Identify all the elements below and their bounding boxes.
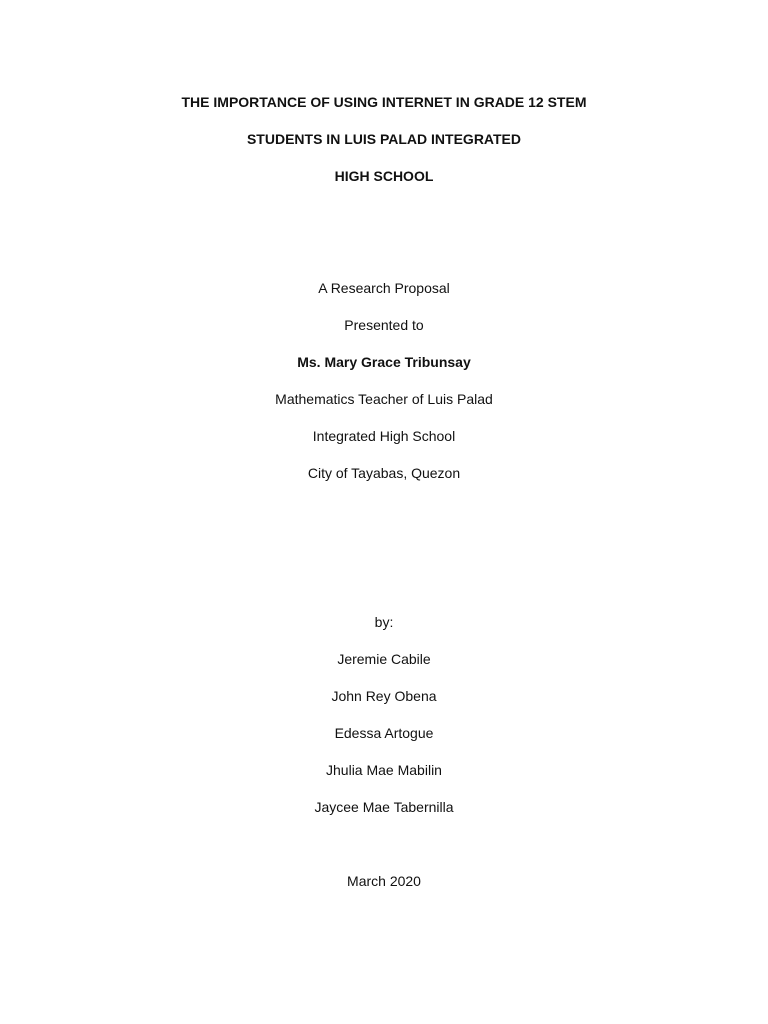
- author-name: Jhulia Mae Mabilin: [326, 762, 442, 778]
- recipient-name: Ms. Mary Grace Tribunsay: [297, 354, 471, 370]
- recipient-location: City of Tayabas, Quezon: [307, 465, 461, 481]
- author-name: Jaycee Mae Tabernilla: [314, 799, 454, 815]
- by-label: by:: [374, 614, 394, 630]
- title-line-1: THE IMPORTANCE OF USING INTERNET IN GRADE 12 STEM: [181, 94, 587, 110]
- title-line-2: STUDENTS IN LUIS PALAD INTEGRATED: [246, 131, 522, 147]
- title-line-3: HIGH SCHOOL: [334, 168, 434, 184]
- proposal-type: A Research Proposal: [318, 280, 450, 296]
- recipient-role-line-2: Integrated High School: [312, 428, 456, 444]
- author-name: John Rey Obena: [331, 688, 437, 704]
- author-name: Jeremie Cabile: [337, 651, 431, 667]
- author-name: Edessa Artogue: [334, 725, 434, 741]
- presented-to-label: Presented to: [344, 317, 424, 333]
- submission-date: March 2020: [347, 873, 421, 889]
- recipient-role-line-1: Mathematics Teacher of Luis Palad: [275, 391, 493, 407]
